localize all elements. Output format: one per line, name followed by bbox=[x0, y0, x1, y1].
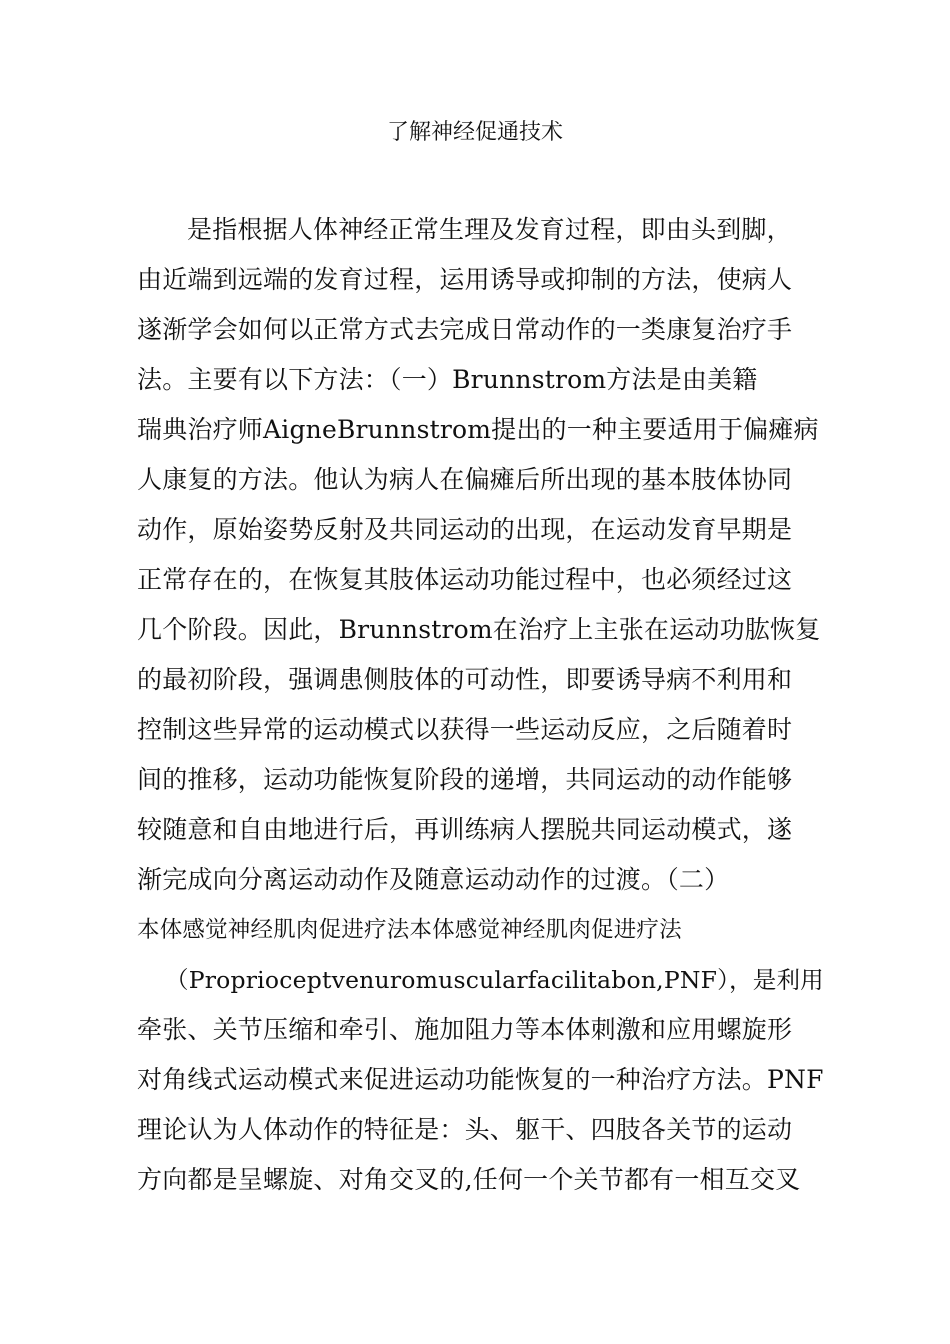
paragraph-line: 是指根据人体神经正常生理及发育过程，即由头到脚， bbox=[187, 215, 792, 244]
paragraph-line: 人康复的方法。他认为病人在偏瘫后所出现的基本肢体协同 bbox=[137, 465, 793, 494]
paragraph-line: 理论认为人体动作的特征是：头、躯干、四肢各关节的运动 bbox=[137, 1115, 793, 1144]
paragraph-line: （Proprioceptvenuromuscularfacilitabon,PNF），是利用 bbox=[165, 966, 824, 994]
paragraph-line: 本体感觉神经肌肉促进疗法本体感觉神经肌肉促进疗法 bbox=[137, 917, 682, 943]
paragraph-line: 法。主要有以下方法：（一）Brunnstrom方法是由美籍 bbox=[137, 365, 758, 394]
document-title: 了解神经促通技术 bbox=[386, 120, 563, 145]
paragraph-line: 方向都是呈螺旋、对角交叉的,任何一个关节都有一相互交叉 bbox=[137, 1165, 801, 1194]
paragraph-line: 较随意和自由地进行后，再训练病人摆脱共同运动模式，遂 bbox=[137, 815, 793, 844]
paragraph-line: 对角线式运动模式来促进运动功能恢复的一种治疗方法。PNF bbox=[137, 1065, 824, 1094]
paragraph-line: 几个阶段。因此，Brunnstrom在治疗上主张在运动功肱恢复 bbox=[137, 615, 821, 644]
paragraph-line: 瑞典治疗师AigneBrunnstrom提出的一种主要适用于偏瘫病 bbox=[137, 415, 819, 444]
paragraph-line: 控制这些异常的运动模式以获得一些运动反应，之后随着时 bbox=[137, 715, 793, 744]
paragraph-line: 正常存在的，在恢复其肢体运动功能过程中，也必须经过这 bbox=[137, 565, 793, 594]
paragraph-line: 牵张、关节压缩和牵引、施加阻力等本体刺激和应用螺旋形 bbox=[137, 1015, 793, 1044]
document-body bbox=[137, 205, 827, 1205]
paragraph-line: 渐完成向分离运动动作及随意运动动作的过渡。（二） bbox=[137, 865, 730, 894]
paragraph-line: 的最初阶段，强调患侧肢体的可动性，即要诱导病不利用和 bbox=[137, 665, 793, 694]
paragraph-line: 间的推移，运动功能恢复阶段的递增，共同运动的动作能够 bbox=[137, 765, 793, 794]
paragraph-line: 遂渐学会如何以正常方式去完成日常动作的一类康复治疗手 bbox=[137, 315, 793, 344]
paragraph-line: 动作，原始姿势反射及共同运动的出现，在运动发育早期是 bbox=[137, 515, 793, 544]
paragraph-line: 由近端到远端的发育过程，运用诱导或抑制的方法，使病人 bbox=[137, 265, 793, 294]
